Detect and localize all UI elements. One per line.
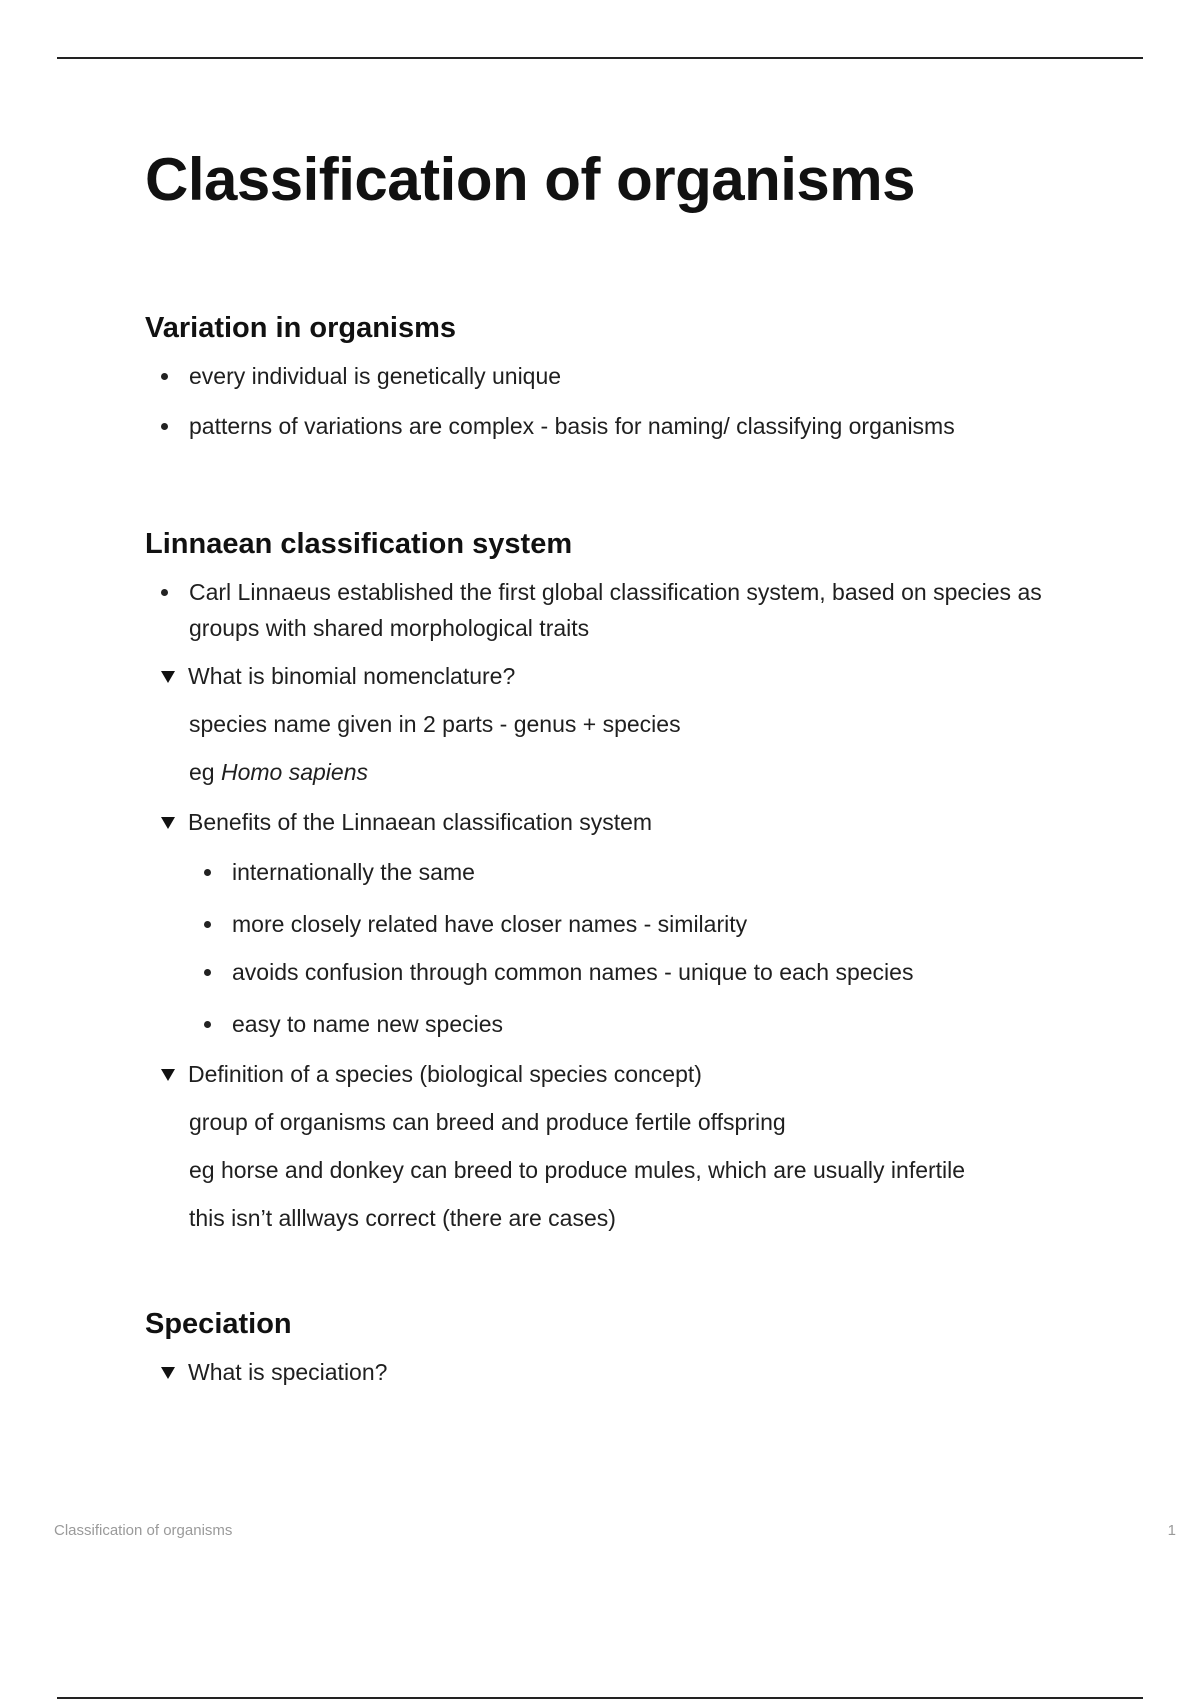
toggle-summary: Benefits of the Linnaean classification system (188, 809, 653, 835)
list-item-text: more closely related have closer names - similarity (232, 911, 748, 937)
page-content (145, 140, 1075, 1390)
list-item (145, 906, 1075, 942)
list-item-text: internationally the same (232, 859, 475, 885)
bottom-divider (57, 1697, 1143, 1699)
list-item-text: Carl Linnaeus established the first global classification system, based on species as groups with shared morphological traits (189, 579, 1042, 641)
toggle-body-text: eg horse and donkey can breed to produce mules, which are usually infertile (189, 1157, 966, 1183)
list-item (145, 358, 1075, 394)
heading-linnaean: Linnaean classification system (145, 528, 573, 560)
footer-document-name: Classification of organisms (54, 1522, 233, 1539)
list-item (145, 1006, 1075, 1042)
toggle-body-text: group of organisms can breed and produce fertile offspring (189, 1109, 786, 1135)
toggle-triangle-icon[interactable] (161, 1069, 175, 1081)
toggle-summary: What is speciation? (188, 1359, 388, 1385)
bullet-icon (161, 589, 168, 596)
toggle-body-text: this isn’t alllways correct (there are cases) (189, 1205, 616, 1231)
bullet-icon (204, 869, 211, 876)
toggle-species-definition[interactable] (145, 1056, 1075, 1092)
list-item (145, 408, 1075, 444)
toggle-triangle-icon[interactable] (161, 817, 175, 829)
bullet-icon (204, 1021, 211, 1028)
list-item-text: patterns of variations are complex - basis for naming/ classifying organisms (189, 413, 955, 439)
list-item (145, 854, 1075, 890)
list-item-text: every individual is genetically unique (189, 363, 562, 389)
toggle-benefits[interactable] (145, 804, 1075, 840)
bullet-icon (204, 969, 211, 976)
toggle-binomial[interactable] (145, 658, 1075, 694)
toggle-summary: Definition of a species (biological species concept) (188, 1061, 702, 1087)
toggle-body-text: species name given in 2 parts - genus + species (189, 711, 681, 737)
bullet-icon (204, 921, 211, 928)
toggle-triangle-icon[interactable] (161, 671, 175, 683)
list-item (145, 954, 1075, 990)
list-item (145, 574, 1059, 646)
page-title: Classification of organisms (145, 146, 916, 213)
heading-variation: Variation in organisms (145, 312, 457, 344)
toggle-speciation[interactable] (145, 1354, 1075, 1390)
list-item-text: avoids confusion through common names - unique to each species (232, 959, 914, 985)
toggle-body-example (145, 754, 1075, 790)
example-species-name: Homo sapiens (220, 759, 369, 785)
top-divider (57, 57, 1143, 59)
heading-speciation: Speciation (145, 1308, 292, 1340)
bullet-icon (161, 373, 168, 380)
toggle-triangle-icon[interactable] (161, 1367, 175, 1379)
list-item-text: easy to name new species (232, 1011, 504, 1037)
footer-page-number: 1 (1167, 1522, 1176, 1539)
example-prefix: eg (189, 759, 215, 785)
toggle-summary: What is binomial nomenclature? (188, 663, 516, 689)
bullet-icon (161, 423, 168, 430)
